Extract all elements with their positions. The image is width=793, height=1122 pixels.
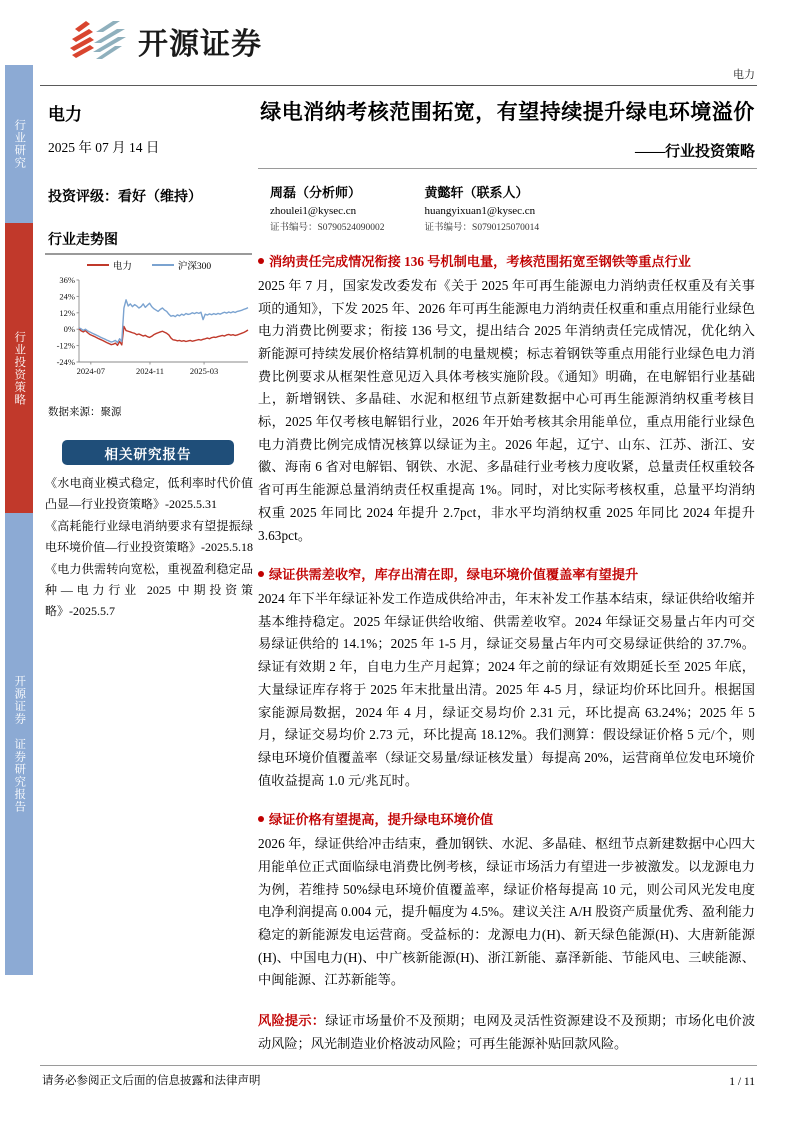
analyst-entry — [425, 182, 540, 233]
legend-item-power — [87, 258, 132, 272]
legend-swatch-power — [87, 264, 109, 266]
risk-disclosure: 风险提示：绿证市场量价不及预期；电网及灵活性资源建设不及预期；市场化电价波动风险；风光制造业价格波动风险；可再生能源补贴回款风险。 — [258, 1013, 756, 1051]
related-report-item[interactable]: 《高耗能行业绿电消纳要求有望提振绿电环境价值—行业投资策略》-2025.5.18 — [45, 519, 253, 554]
side-ribbon — [5, 65, 33, 975]
kysec-logo-icon — [70, 18, 128, 64]
page-title: 绿电消纳考核范围拓宽，有望持续提升绿电环境溢价 — [260, 100, 755, 124]
svg-text:2024-07: 2024-07 — [76, 366, 106, 376]
industry-trend-chart — [45, 258, 253, 390]
report-date: 2025 年 07 月 14 日 — [48, 140, 160, 155]
related-reports-badge: 相关研究报告 — [62, 440, 234, 465]
chart-source: 数据来源：聚源 — [48, 407, 122, 418]
legend-label-power: 电力 — [112, 262, 132, 272]
footer-disclaimer: 请务必参阅正文后面的信息披露和法律声明 — [42, 1075, 261, 1087]
svg-text:12%: 12% — [59, 307, 75, 318]
svg-text:2025-03: 2025-03 — [189, 366, 219, 376]
bullet-icon — [258, 816, 264, 822]
footer-divider — [40, 1065, 757, 1066]
section-paragraph: 2026 年，绿证供给冲击结束，叠加钢铁、水泥、多晶硅、枢纽节点新建数据中心四大用能单位正式面临绿电消费比例考核，绿证市场活力有望进一步被激发。以龙源电力为例，若维持 50%绿电环境价值覆盖率，绿证价格每提高 10 元，则公司风光发电度电净利润提高 0.004 元，提升幅度为 4.5%。建议关注 A/H 股资产质量优秀、盈利能力稳定的新能源发电运营商。受益标的：龙源电力(H)、新天绿色能源(H)、大唐新能源(H)、中国电力(H)、中广核新能源(H)、浙江新能、嘉泽新能、节能风电、三峡能源、中闽能源、江苏新能等。 — [258, 836, 755, 988]
related-report-item[interactable]: 《电力供需转向宽松，重视盈利稳定品种—电力行业 2025 中期投资策略》-2025.5.7 — [45, 562, 253, 618]
analyst-entry — [270, 182, 385, 233]
page-subtitle: ——行业投资策略 — [634, 144, 755, 160]
section-heading: 消纳责任完成情况衔接 136 号机制电量，考核范围拓宽至钢铁等重点行业 — [258, 252, 755, 272]
svg-text:0%: 0% — [63, 324, 75, 335]
report-body — [258, 252, 755, 1055]
left-column-divider — [45, 253, 252, 255]
ribbon-label-investment-strategy: 行业投资策略 — [13, 330, 26, 406]
section-heading: 绿证价格有望提高，提升绿电环境价值 — [258, 810, 755, 830]
section-paragraph: 2025 年 7 月，国家发改委发布《关于 2025 年可再生能源电力消纳责任权重及有关事项的通知》，下发 2025 年、2026 年可再生能源电力消纳责任权重和重点用能行业绿色电力消费比例要求；衔接 136 号文，提出结合 2025 年消纳责任完成情况，优化纳入新能源可持续发展价格结算机制的电量规模；标志着钢铁等重点用能行业绿色电力消费比例要求从框架性意见迈入具体考核实施阶段。《通知》明确，在电解铝行业基础上，新增钢铁、多晶硅、水泥和枢纽节点新建数据中心可再生能源消纳权重考核目标，2025 年仅考核电解铝行业，2026 年开始考核其余用能单位，重点用能行业绿色电力消费比例完成情况核算以绿证为主。2026 年起，辽宁、山东、江苏、浙江、安徽、海南 6 省对电解铝、钢铁、水泥、多晶硅行业考核力度收紧，总量责任权重较各省可再生能源总量消纳责任权重提高 1%。同时，对比实际考核权重，总量平均消纳权重 2025 年同比 2024 年提升 2.7pct，非水平均消纳权重 2025 年同比 2024 年提升 3.63pct。 — [258, 277, 755, 543]
sector-tag: 电力 — [733, 69, 755, 81]
bullet-icon — [258, 571, 264, 577]
title-divider — [258, 168, 757, 169]
svg-text:2024-11: 2024-11 — [135, 366, 164, 376]
ribbon-label-industry-research: 行业研究 — [13, 119, 26, 169]
industry-label: 电力 — [48, 105, 82, 124]
svg-text:-24%: -24% — [56, 357, 75, 367]
svg-text:-12%: -12% — [56, 340, 75, 351]
legend-swatch-csi300 — [152, 264, 174, 266]
analyst-name: 周磊（分析师） — [270, 185, 362, 200]
analyst-email[interactable]: zhoulei1@kysec.cn — [270, 205, 357, 217]
ribbon-segment-industry-research — [5, 65, 33, 223]
related-report-item[interactable]: 《水电商业模式稳定，低利率时代价值凸显—行业投资策略》-2025.5.31 — [45, 476, 253, 511]
chart-plot — [45, 274, 253, 386]
analyst-email[interactable]: huangyixuan1@kysec.cn — [424, 205, 536, 217]
investment-rating: 投资评级：看好（维持） — [48, 190, 202, 205]
footer-page-number: 1 / 11 — [729, 1076, 755, 1088]
legend-label-csi300: 沪深300 — [177, 262, 212, 272]
svg-text:36%: 36% — [59, 275, 75, 285]
svg-text:24%: 24% — [59, 291, 75, 302]
related-reports-list — [45, 473, 253, 623]
brand-name: 开源证券 — [138, 28, 262, 61]
ribbon-segment-investment-strategy — [5, 223, 33, 513]
trend-chart-heading: 行业走势图 — [48, 233, 118, 248]
ribbon-segment-research-report — [5, 513, 33, 975]
ribbon-label-research-report: 开源证券 证券研究报告 — [13, 675, 26, 813]
brand-logo — [70, 18, 262, 64]
analyst-list — [270, 182, 539, 233]
bullet-icon — [258, 258, 264, 264]
header-divider — [40, 85, 757, 86]
chart-legend — [45, 258, 253, 272]
analyst-name: 黄懿轩（联系人） — [424, 185, 529, 200]
analyst-certificate: 证书编号：S0790524090002 — [270, 223, 385, 233]
legend-item-csi300 — [152, 258, 211, 272]
risk-label: 风险提示： — [258, 1013, 326, 1029]
analyst-certificate: 证书编号：S0790125070014 — [424, 223, 540, 233]
section-paragraph: 2024 年下半年绿证补发工作造成供给冲击，年末补发工作基本结束，绿证供给收缩并基本维持稳定。2025 年绿证供给收缩、供需差收窄。2024 年绿证交易量占年内可交易绿证供给的 14.1%；2025 年 1-5 月，绿证交易量占年内可交易绿证供给的 37.7%。绿证有效期 2 年，自电力生产月起算；2024 年之前的绿证有效期延长至 2025 年底，大量绿证库存将于 2025 年末批量出清。2025 年 4-5 月，绿证均价环比回升。根据国家能源局数据，2024 年 4 月，绿证交易均价 2.31 元，环比提高 63.24%；2025 年 5 月，绿证交易均价 2.73 元，环比提高 18.12%。我们测算：假设绿证价格 5 元/个，则绿电环境价值覆盖率（绿证交易量/绿证核发量）每提高 20%，运营商单位发电环境价值收益提高 1.0 元/兆瓦时。 — [258, 591, 755, 788]
section-heading: 绿证供需差收窄，库存出清在即，绿电环境价值覆盖率有望提升 — [258, 565, 755, 585]
